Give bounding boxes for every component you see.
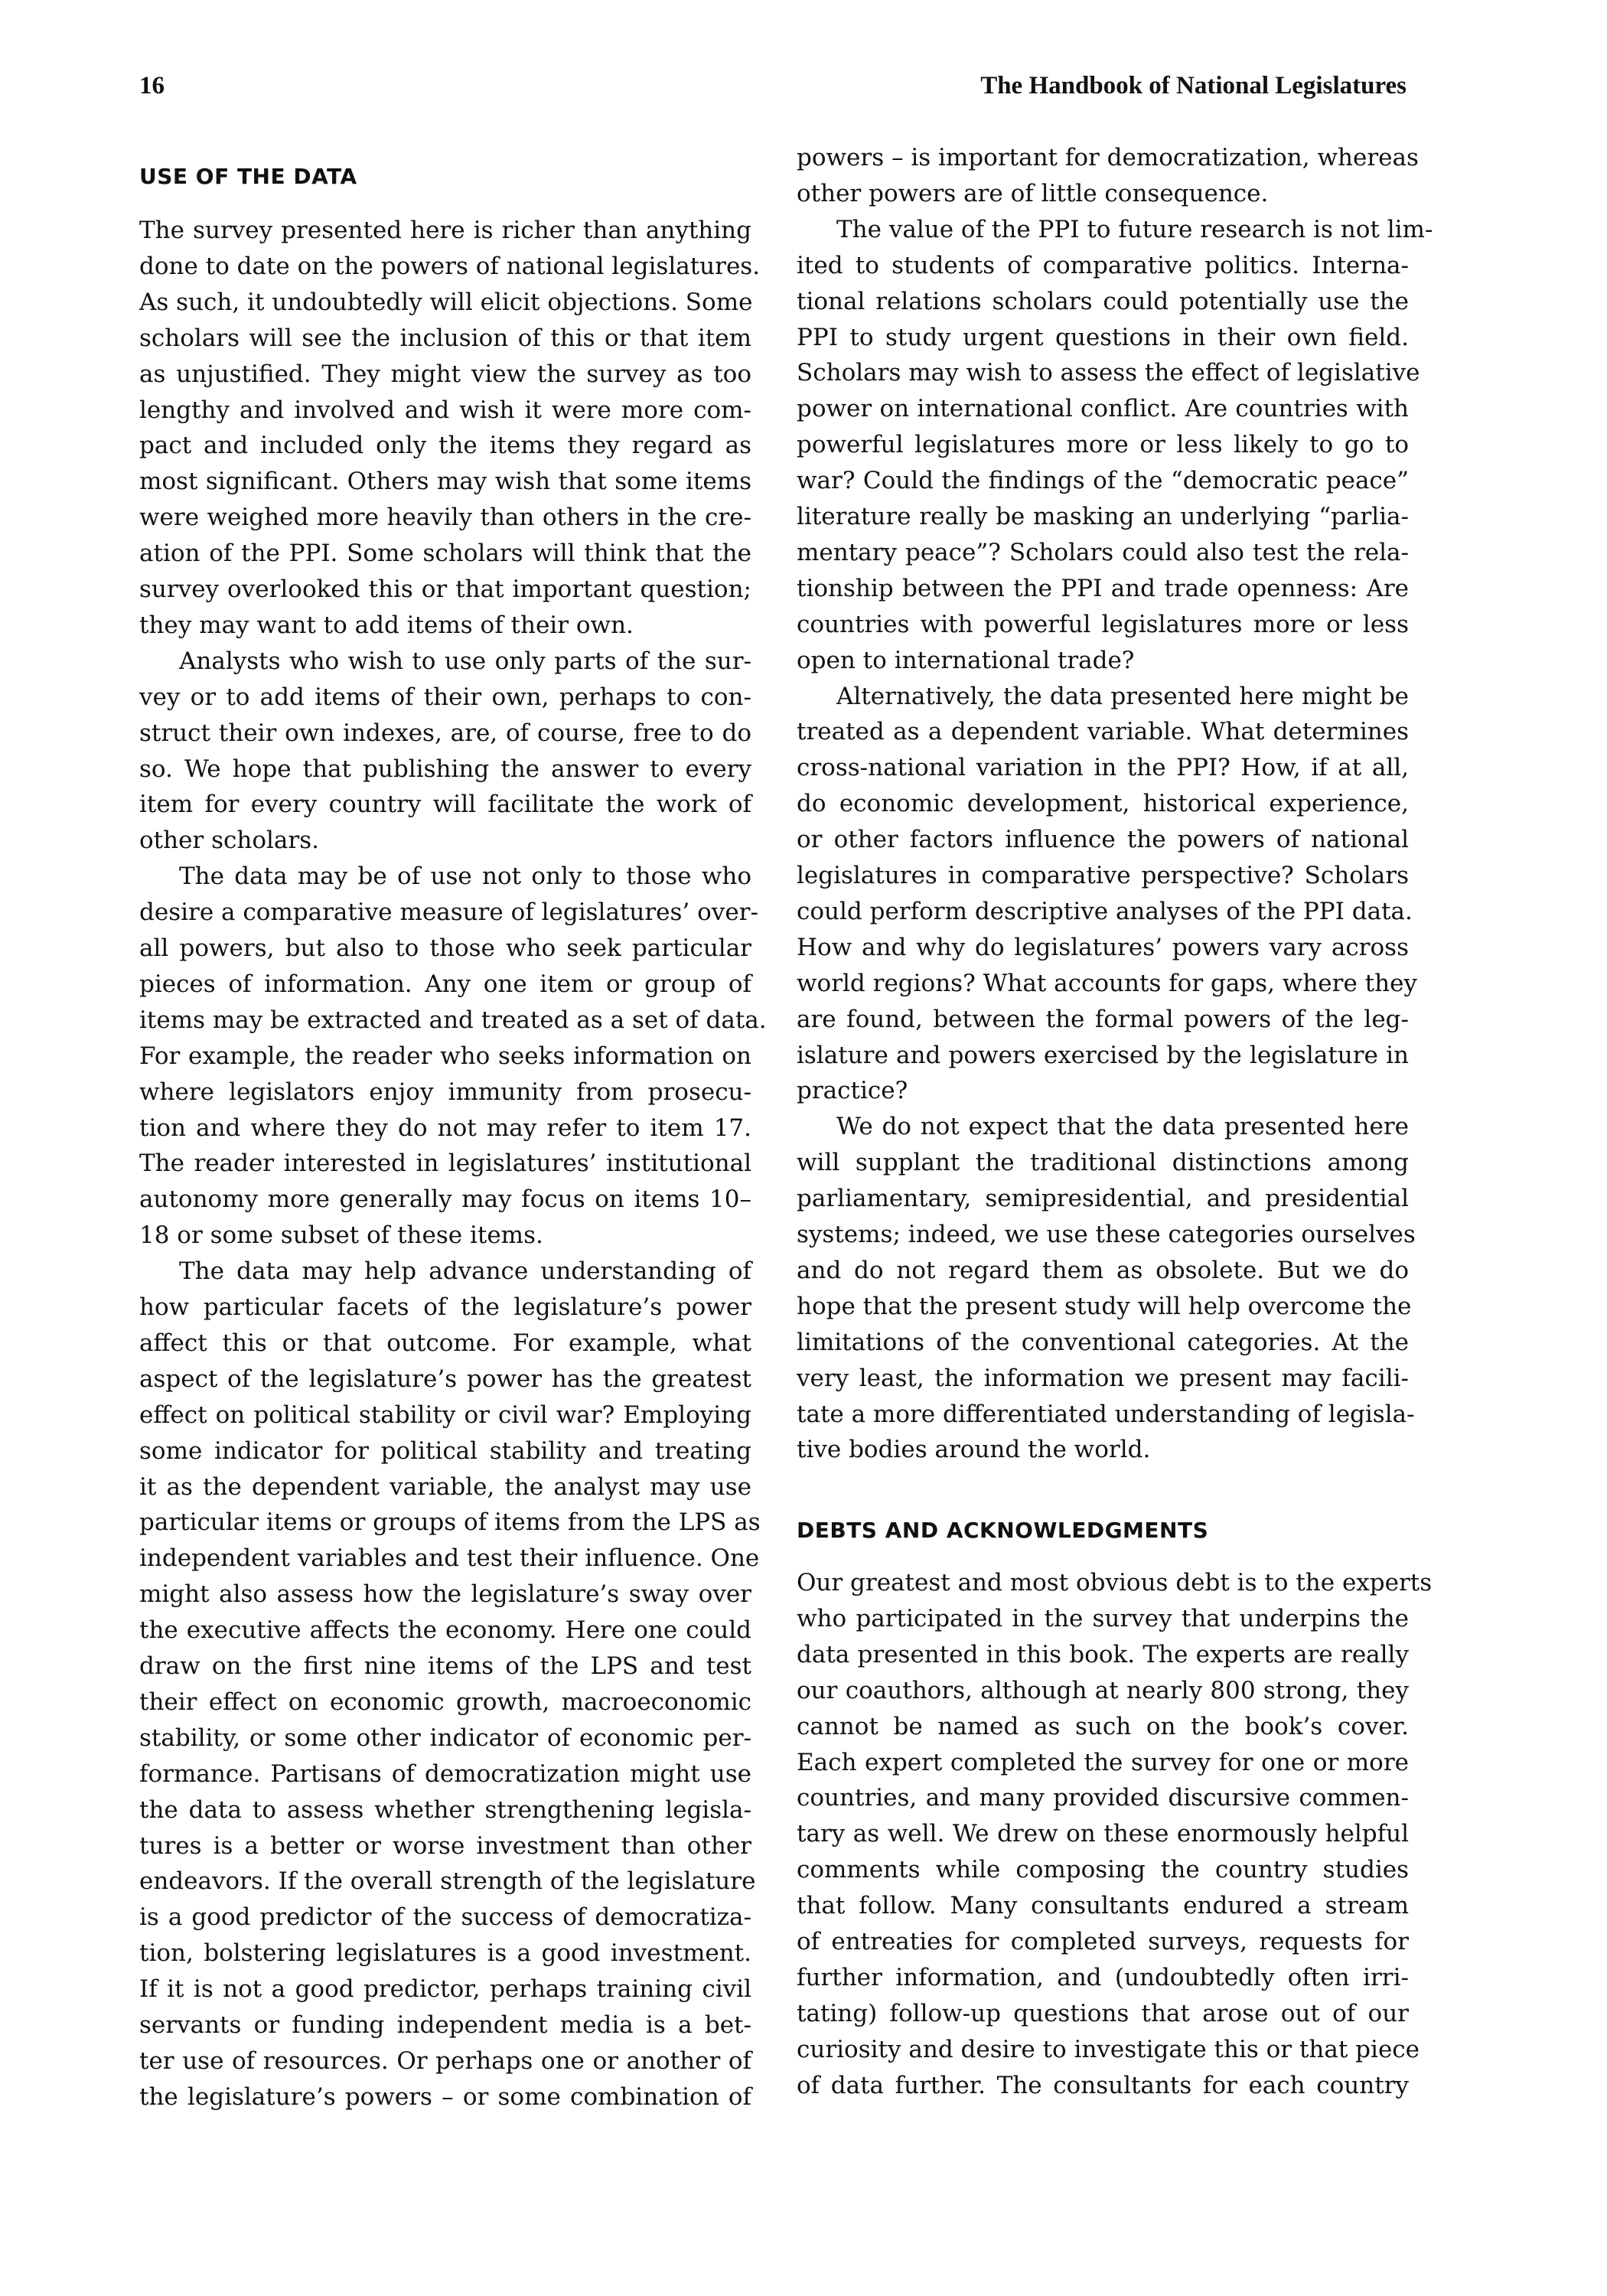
text-line: data presented in this book. The experts are really [797, 1640, 1409, 1668]
text-line: war? Could the findings of the “democratic peace” [797, 467, 1409, 495]
text-line: and do not regard them as obsolete. But we do [797, 1256, 1409, 1284]
text-line: struct their own indexes, are, of course, free to do [139, 719, 751, 747]
text-line: countries with powerful legislatures more or less [797, 610, 1409, 638]
text-line: hope that the present study will help overcome the [797, 1292, 1412, 1320]
text-line: so. We hope that publishing the answer to every [139, 755, 751, 783]
text-line: effect on political stability or civil war? Employing [139, 1401, 751, 1429]
text-line: how particular facets of the legislature’s power [139, 1293, 751, 1321]
text-line: were weighed more heavily than others in the cre- [139, 504, 751, 532]
text-line: ation of the PPI. Some scholars will think that the [139, 540, 751, 568]
text-line: all powers, but also to those who seek particular [139, 934, 751, 962]
text-line: systems; indeed, we use these categories ourselves [797, 1221, 1416, 1248]
text-line: the executive affects the economy. Here one could [139, 1616, 751, 1645]
section-heading-debts-and-acknowledgments: DEBTS AND ACKNOWLEDGMENTS [797, 1518, 1209, 1543]
text-line: literature really be masking an underlying “parlia- [797, 503, 1409, 530]
text-line: lengthy and involved and wish it were more com- [139, 396, 751, 424]
text-line: the data to assess whether strengthening legisla- [139, 1795, 751, 1824]
text-line: Analysts who wish to use only parts of the sur- [179, 647, 751, 675]
text-line: tary as well. We drew on these enormously helpful [797, 1820, 1409, 1848]
text-line: they may want to add items of their own. [139, 611, 634, 639]
text-line: The survey presented here is richer than anything [139, 217, 751, 244]
text-line: stability, or some other indicator of economic per- [139, 1724, 751, 1752]
text-line: tures is a better or worse investment than other [139, 1831, 751, 1860]
text-line: our coauthors, although at nearly 800 strong, they [797, 1676, 1409, 1704]
text-line: cross-national variation in the PPI? How, if at all, [797, 754, 1409, 782]
text-line: treated as a dependent variable. What determines [797, 718, 1409, 746]
text-line: As such, it undoubtedly will elicit objections. Some [139, 288, 753, 316]
text-line: items may be extracted and treated as a set of data. [139, 1006, 767, 1034]
text-line: tionship between the PPI and trade openness: Are [797, 574, 1409, 602]
text-line: curiosity and desire to investigate this or that piece [797, 2035, 1420, 2063]
text-line: will supplant the traditional distinctions among [797, 1149, 1409, 1177]
text-line: PPI to study urgent questions in their own field. [797, 323, 1409, 351]
text-line: autonomy more generally may focus on items 10– [139, 1186, 751, 1214]
text-line: parliamentary, semipresidential, and presidential [797, 1185, 1409, 1213]
text-line: their effect on economic growth, macroeconomic [139, 1688, 751, 1716]
text-line: tion and where they do not may refer to item 17. [139, 1114, 751, 1142]
text-line: cannot be named as such on the book’s cover. [797, 1712, 1409, 1740]
text-line: Scholars may wish to assess the effect of legislative [797, 359, 1420, 387]
text-line: draw on the first nine items of the LPS and test [139, 1652, 751, 1680]
text-line: other powers are of little consequence. [797, 179, 1269, 207]
text-line: of entreaties for completed surveys, requests for [797, 1928, 1409, 1955]
text-line: powers – is important for democratization, whereas [797, 144, 1419, 171]
text-line: of data further. The consultants for each country [797, 2071, 1409, 2099]
text-line: 18 or some subset of these items. [139, 1221, 543, 1250]
text-line: If it is not a good predictor, perhaps training civil [139, 1975, 751, 2004]
text-line: might also assess how the legislature’s sway over [139, 1580, 751, 1609]
text-line: How and why do legislatures’ powers vary across [797, 933, 1409, 961]
text-line: endeavors. If the overall strength of the legislature [139, 1867, 756, 1896]
text-line: Alternatively, the data presented here might be [836, 682, 1409, 710]
text-line: The value of the PPI to future research is not lim- [836, 215, 1433, 243]
text-line: aspect of the legislature’s power has the greatest [139, 1365, 751, 1393]
text-line: scholars will see the inclusion of this or that item [139, 324, 751, 352]
text-line: vey or to add items of their own, perhaps to con- [139, 683, 751, 711]
text-line: other scholars. [139, 827, 319, 855]
text-line: Our greatest and most obvious debt is to the experts [797, 1569, 1433, 1596]
text-line: power on international conflict. Are countries with [797, 395, 1409, 423]
text-line: open to international trade? [797, 646, 1135, 674]
text-line: world regions? What accounts for gaps, where they [797, 969, 1417, 997]
text-line: most significant. Others may wish that some items [139, 468, 751, 496]
text-line: or other factors influence the powers of national [797, 826, 1409, 854]
text-line: powerful legislatures more or less likely to go to [797, 431, 1409, 459]
text-line: affect this or that outcome. For example, what [139, 1329, 751, 1357]
text-line: legislatures in comparative perspective? Scholars [797, 862, 1409, 889]
text-line: are found, between the formal powers of the leg- [797, 1005, 1409, 1033]
page-number: 16 [139, 72, 165, 99]
text-line: islature and powers exercised by the legislature in [797, 1041, 1409, 1069]
text-line: some indicator for political stability and treating [139, 1437, 751, 1465]
text-line: For example, the reader who seeks information on [139, 1042, 751, 1070]
text-line: as unjustified. They might view the survey as too [139, 360, 751, 388]
text-line: desire a comparative measure of legislatures’ over- [139, 899, 758, 927]
text-line: comments while composing the country studies [797, 1856, 1409, 1884]
text-line: particular items or groups of items from the LPS as [139, 1508, 761, 1537]
text-line: who participated in the survey that underpins the [797, 1604, 1409, 1632]
text-line: mentary peace”? Scholars could also test the rela- [797, 538, 1409, 566]
section-heading-use-of-the-data: USE OF THE DATA [139, 164, 357, 189]
text-line: Each expert completed the survey for one or more [797, 1748, 1409, 1776]
text-line: item for every country will facilitate the work of [139, 791, 751, 819]
text-line: survey overlooked this or that important question; [139, 576, 751, 603]
text-line: further information, and (undoubtedly often irri- [797, 1963, 1409, 1991]
text-line: formance. Partisans of democratization might use [139, 1760, 751, 1788]
text-line: is a good predictor of the success of democratiza- [139, 1903, 751, 1932]
text-line: very least, the information we present may facili- [797, 1364, 1409, 1392]
text-line: ited to students of comparative politics. Interna- [797, 251, 1409, 279]
text-line: could perform descriptive analyses of the PPI data. [797, 897, 1413, 925]
text-line: that follow. Many consultants endured a stream [797, 1892, 1409, 1920]
text-line: We do not expect that the data presented here [836, 1113, 1409, 1141]
text-line: The data may be of use not only to those who [179, 863, 751, 891]
text-line: tating) follow-up questions that arose out of our [797, 1999, 1409, 2027]
text-line: The reader interested in legislatures’ institutional [139, 1150, 751, 1178]
text-line: independent variables and test their influence. One [139, 1544, 760, 1573]
text-line: the legislature’s powers – or some combination of [139, 2082, 751, 2111]
text-line: pieces of information. Any one item or group of [139, 970, 751, 998]
text-line: tate a more differentiated understanding of legisla- [797, 1400, 1415, 1428]
text-line: practice? [797, 1077, 908, 1105]
running-header-book-title: The Handbook of National Legislatures [980, 72, 1407, 99]
text-line: tion, bolstering legislatures is a good investment. [139, 1939, 751, 1968]
text-line: ter use of resources. Or perhaps one or another of [139, 2047, 751, 2075]
text-line: do economic development, historical experience, [797, 790, 1409, 818]
text-line: done to date on the powers of national legislatures. [139, 252, 761, 280]
text-line: limitations of the conventional categories. At the [797, 1328, 1409, 1356]
text-line: tive bodies around the world. [797, 1436, 1151, 1464]
text-line: servants or funding independent media is a bet- [139, 2011, 751, 2039]
text-line: countries, and many provided discursive commen- [797, 1784, 1409, 1812]
text-line: it as the dependent variable, the analyst may use [139, 1473, 751, 1501]
text-line: The data may help advance understanding of [179, 1257, 751, 1286]
text-line: where legislators enjoy immunity from prosecu- [139, 1078, 751, 1106]
text-line: pact and included only the items they regard as [139, 432, 751, 460]
text-line: tional relations scholars could potentially use the [797, 287, 1409, 315]
